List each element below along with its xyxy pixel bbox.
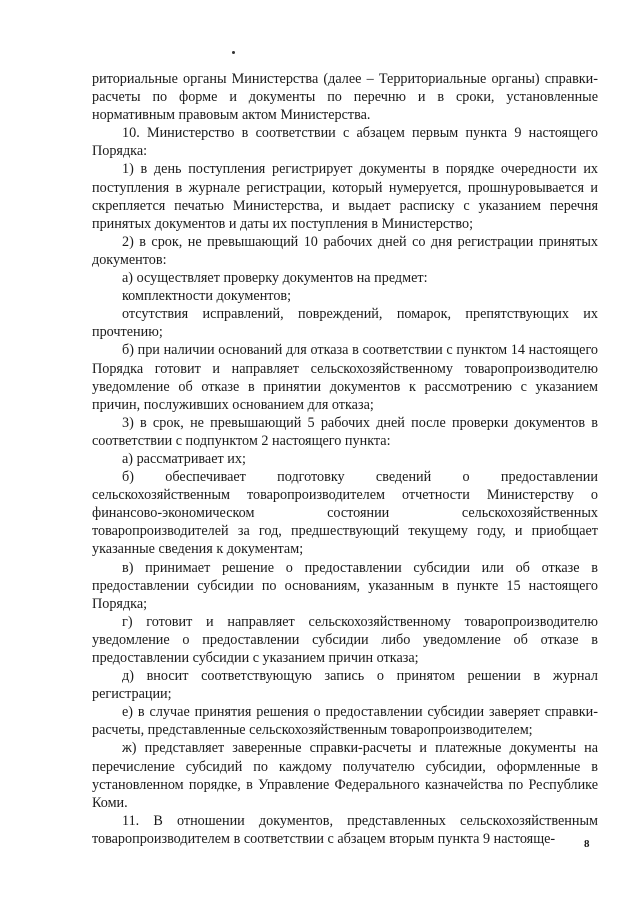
paragraph: г) готовит и направляет сельскохозяйственному товаропроизводителю уведомление о предоставлении субсидии либо уведомление об отказе в предоставлении субсидии с указанием причин отказа; <box>92 613 598 666</box>
paragraph: отсутствия исправлений, повреждений, помарок, препятствующих их прочтению; <box>92 306 598 341</box>
paragraph: а) рассматривает их; <box>122 450 246 467</box>
paragraph: в) принимает решение о предоставлении субсидии или об отказе в предоставлении субсидии по основаниям, указанным в пункте 15 настоящего Порядка; <box>92 559 598 612</box>
paragraph: комплектности документов; <box>122 288 292 305</box>
body-text <box>92 70 598 848</box>
paragraph: ж) представляет заверенные справки-расчеты и платежные документы на перечисление субсидий по каждому получателю субсидии, оформленные в установленном порядке, в Управление Федерального казначейства по Республике Коми. <box>92 740 598 811</box>
paragraph: е) в случае принятия решения о предоставлении субсидии заверяет справки-расчеты, представленные сельскохозяйственным товаропроизводителем; <box>92 704 598 739</box>
paragraph: б) при наличии оснований для отказа в соответствии с пунктом 14 настоящего Порядка готовит и направляет сельскохозяйственному товаропроизводителю уведомление об отказе в принятии документов к рассмотрению с указанием причин, послуживших основанием для отказа; <box>92 342 598 413</box>
paragraph: 11. В отношении документов, представленных сельскохозяйственным товаропроизводителем в соответствии с абзацем вторым пункта 9 настояще- <box>92 812 598 847</box>
paragraph: а) осуществляет проверку документов на предмет: <box>122 270 428 287</box>
paragraph: б) обеспечивает подготовку сведений о предоставлении сельскохозяйственным товаропроизводителем отчетности Министерству о финансово-экономическом состоянии сельскохозяйственных товаропроизводителей за год, предшествующий текущему году, и приобщает указанные сведения к документам; <box>92 469 598 558</box>
paragraph: риториальные органы Министерства (далее – Территориальные органы) справки-расчеты по форме и документы по перечню и в сроки, установленные нормативным правовым актом Министерства. <box>92 71 598 124</box>
paragraph: 3) в срок, не превышающий 5 рабочих дней после проверки документов в соответствии с подпунктом 2 настоящего пункта: <box>92 414 598 449</box>
scan-speck <box>232 51 235 54</box>
paragraph: 2) в срок, не превышающий 10 рабочих дней со дня регистрации принятых документов: <box>92 233 598 268</box>
paragraph: д) вносит соответствующую запись о принятом решении в журнал регистрации; <box>92 668 598 703</box>
paragraph: 10. Министерство в соответствии с абзацем первым пункта 9 настоящего Порядка: <box>92 125 598 160</box>
paragraph: 1) в день поступления регистрирует документы в порядке очередности их поступления в журнале регистрации, который нумеруется, прошнуровывается и скрепляется печатью Министерства, и выдает расписку с указанием перечня принятых документов и даты их поступления в Министерство; <box>92 161 598 232</box>
page-number: 8 <box>584 838 590 850</box>
